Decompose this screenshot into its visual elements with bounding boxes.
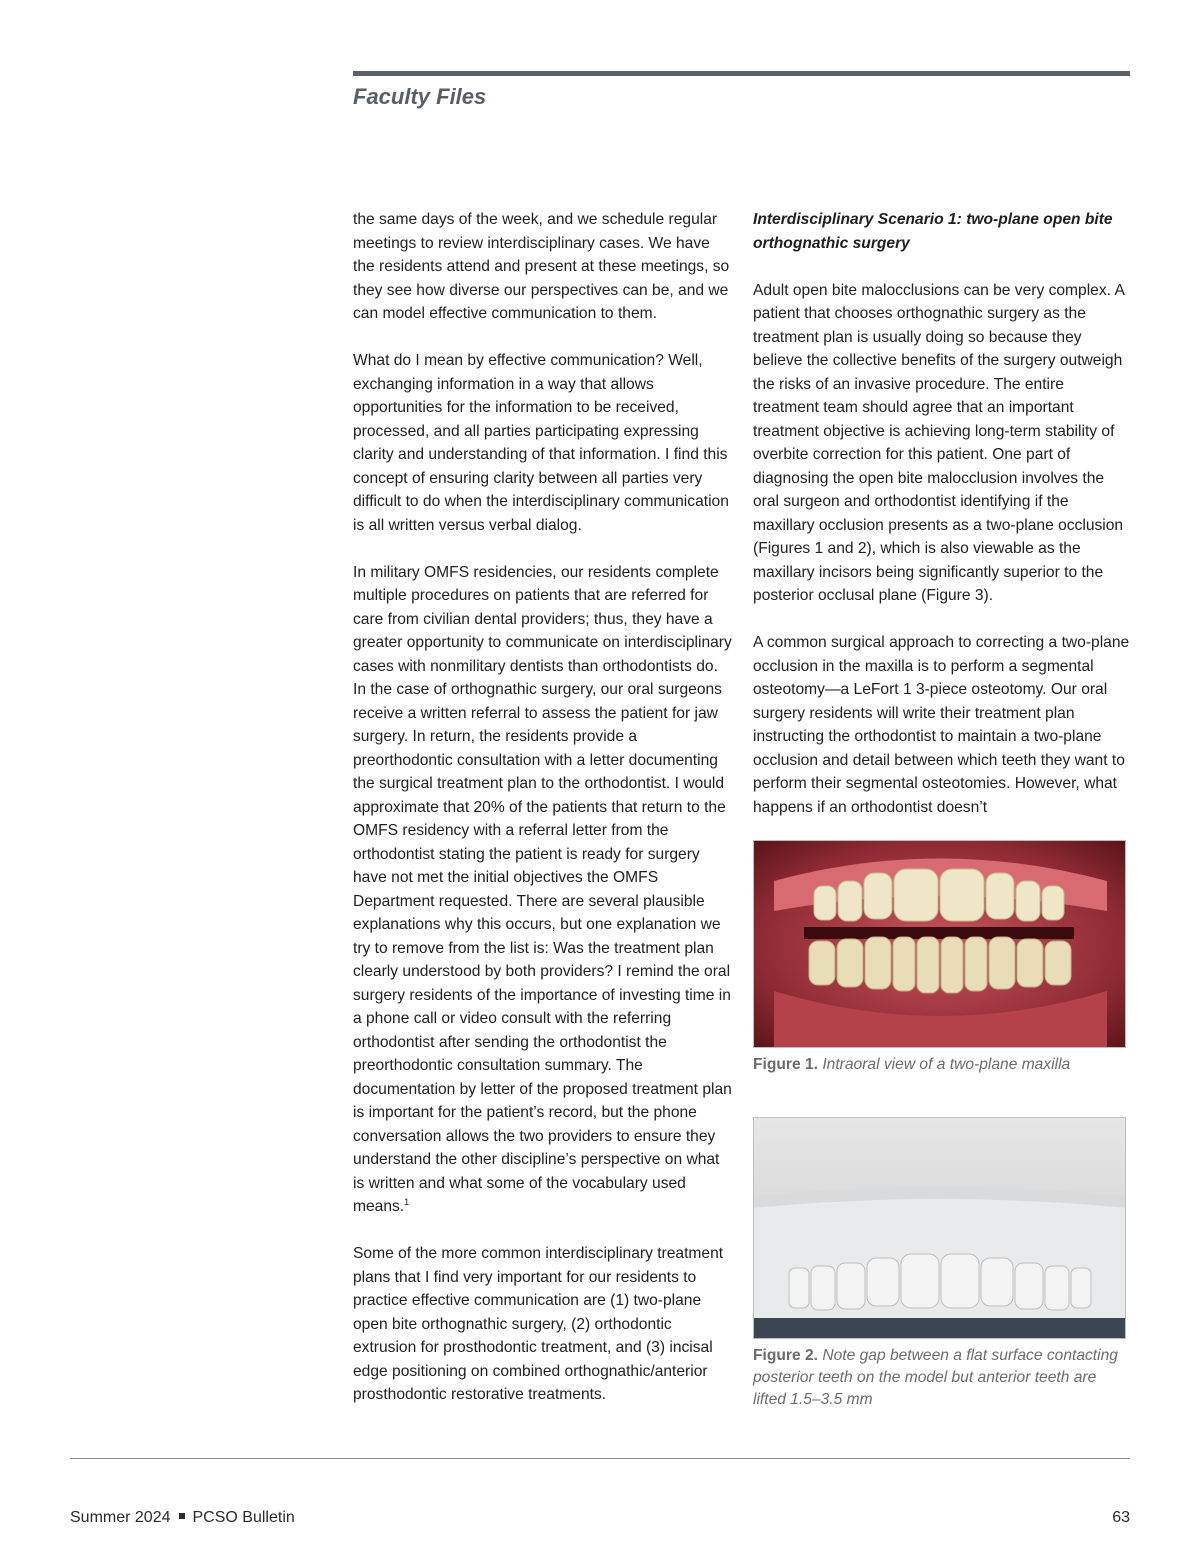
figure-1-caption [753, 1054, 1131, 1076]
body-paragraph: What do I mean by effective communication? Well, exchanging information in a way that allows opportunities for the information to be received, processed, and all parties participating expressing clarity and understanding of that information. I find this concept of ensuring clarity between all parties very difficult to do when the interdisciplinary communication is all written versus verbal dialog. [353, 352, 729, 534]
figure-2-image [753, 1117, 1126, 1339]
body-paragraph [353, 561, 733, 1219]
right-column [753, 208, 1131, 819]
footer-issue: Summer 2024 [70, 1509, 171, 1526]
body-paragraph: A common surgical approach to correcting a two-plane occlusion in the maxilla is to perform a segmental osteotomy—a LeFort 1 3-piece osteotomy. Our oral surgery residents will write their treatment plan instructing the orthodontist to maintain a two-plane occlusion and detail between which teeth they want to perform their segmental osteotomies. However, what happens if an orthodontist doesn’t [753, 634, 1130, 816]
footer-publication: PCSO Bulletin [192, 1509, 295, 1526]
figure-2 [753, 1117, 1131, 1411]
figure-label: Figure 1. [753, 1056, 818, 1073]
bullet-separator-icon [179, 1513, 185, 1519]
footnote-reference: 1 [404, 1197, 410, 1207]
dental-model-photo [754, 1118, 1126, 1339]
page-number: 63 [1112, 1509, 1130, 1526]
body-paragraph: Some of the more common interdisciplinary treatment plans that I find very important for our residents to practice effective communication are (1) two-plane open bite orthognathic surgery, (2) orthodontic extrusion for prosthodontic treatment, and (3) incisal edge positioning on combined orthognathic/anterior prosthodontic restorative treatments. [353, 1245, 724, 1403]
body-paragraph: Adult open bite malocclusions can be very complex. A patient that chooses orthognathic surgery as the treatment plan is usually doing so because they believe the collective benefits of the surgery outweigh the risks of an invasive procedure. The entire treatment team should agree that an important treatment objective is achieving long-term stability of overbite correction for this patient. One part of diagnosing the open bite malocclusion involves the oral surgeon and orthodontist identifying if the maxillary occlusion presents as a two-plane occlusion (Figures 1 and 2), which is also viewable as the maxillary incisors being significantly superior to the posterior occlusal plane (Figure 3). [753, 281, 1124, 604]
figure-label: Figure 2. [753, 1347, 818, 1364]
header-rule [353, 71, 1130, 76]
figure-2-caption [753, 1345, 1131, 1411]
body-paragraph: the same days of the week, and we schedule regular meetings to review interdisciplinary cases. We have the residents attend and present at these meetings, so they see how diverse our perspectives can be, and we can model effective communication to them. [353, 211, 730, 322]
scenario-heading: Interdisciplinary Scenario 1: two-plane open bite orthognathic surgery [753, 211, 1113, 252]
intraoral-photo [754, 841, 1126, 1048]
body-text: In military OMFS residencies, our residents complete multiple procedures on patients that are referred for care from civilian dental providers; thus, they have a greater opportunity to communicate on interdisciplinary cases with nonmilitary dentists than orthodontists do. In the case of orthognathic surgery, our oral surgeons receive a written referral to assess the patient for jaw surgery. In return, the residents provide a preorthodontic consultation with a letter documenting the surgical treatment plan to the orthodontist. I would approximate that 20% of the patients that return to the OMFS residency with a referral letter from the orthodontist stating the patient is ready for surgery have not met the initial objectives the OMFS Department requested. There are several plausible explanations why this occurs, but one explanation we try to remove from the list is: Was the treatment plan clearly understood by both providers? I remind the oral surgery residents of the importance of investing time in a phone call or video consult with the referring orthodontist after sending the orthodontist the preorthodontic consultation summary. The documentation by letter of the proposed treatment plan is important for the patient’s record, but the phone conversation allows the two providers to ensure they understand the other discipline’s perspective on what is written and what some of the vocabulary used means. [353, 563, 732, 1215]
figure-caption-text: Note gap between a flat surface contacting posterior teeth on the model but anterior teeth are lifted 1.5–3.5 mm [753, 1347, 1118, 1408]
left-column [353, 208, 733, 1407]
footer-rule [70, 1458, 1130, 1459]
section-title: Faculty Files [353, 84, 487, 109]
figure-1-image [753, 840, 1126, 1048]
footer-publication-info [70, 1509, 295, 1527]
figure-1 [753, 840, 1131, 1076]
figure-caption-text: Intraoral view of a two-plane maxilla [822, 1056, 1071, 1073]
